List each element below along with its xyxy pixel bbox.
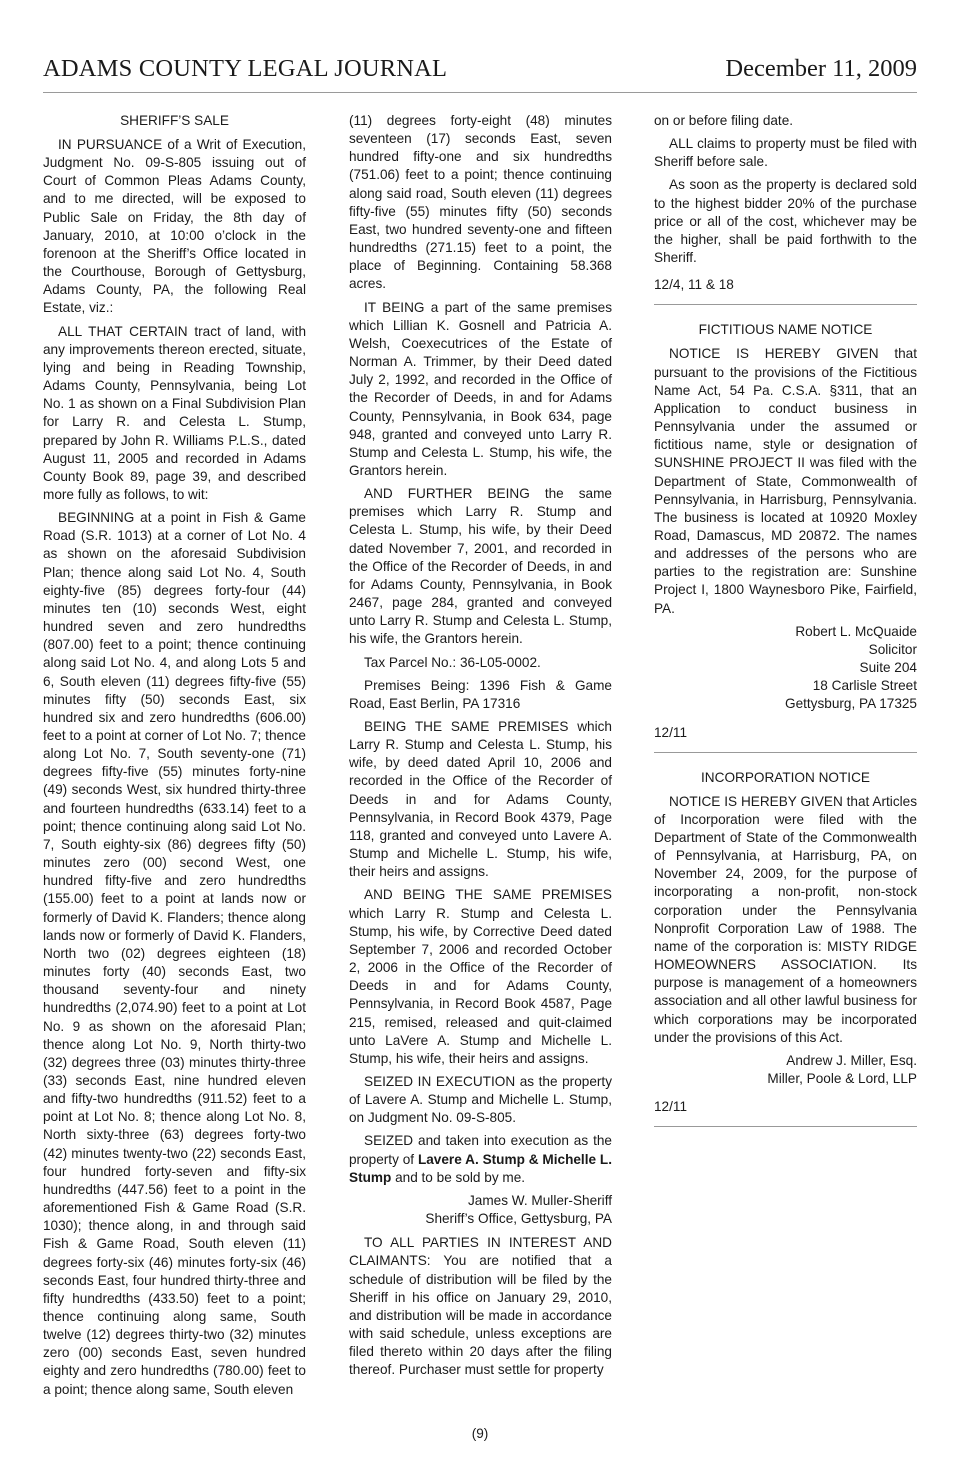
fictitious-name-paragraph: NOTICE IS HEREBY GIVEN that pursuant to the provisions of the Fictitious Name Act, 54 Pa. C.S.A. §311, that an Application to conduct business in Pennsylvania under the assumed or fictitious name, style or designation of SUNSHINE PROJECT II was filed with the Department of State, Commonwealth of Pennsylvania, in Harrisburg, Pennsylvania. The business is located at 10920 Moxley Road, Damascus, MD 20872. The names and addresses of the persons who are parties to the registration are: Sunshine Project I, 1800 Waynesboro Pike, Fairfield, PA. xyxy=(654,346,917,616)
fictitious-name-date: 12/11 xyxy=(654,724,688,740)
seized-prefix: SEIZED and taken into execution as the property of xyxy=(349,1133,612,1167)
seized-suffix: and to be sold by me. xyxy=(391,1169,526,1185)
beginning-paragraph-continued: (11) degrees forty-eight (48) minutes seventeen (17) seconds East, seven hundred fifty-one and six hundredths (751.06) feet to a point; thence continuing along said road, South eleven (11) degrees fifty-five (55) minutes fifty (50) seconds East, two hundred seventy-one and fifteen hundredths (271.15) feet to a point, the place of Beginning. Containing 58.368 acres. xyxy=(349,113,612,292)
attorney-signature xyxy=(654,1052,917,1088)
incorporation-date: 12/11 xyxy=(654,1099,688,1115)
solicitor-city: Gettysburg, PA 17325 xyxy=(785,696,917,712)
column-2 xyxy=(349,112,612,1384)
corrective-deed-paragraph: AND BEING THE SAME PREMISES which Larry R. Stump and Celesta L. Stump, his wife, by Corrective Deed dated September 7, 2006 and recorded October 2, 2006 in the Office of the Recorder of Deeds in and for Adams County, Pennsylvania, in Record Book 4587, Page 215, remised, released and quit-claimed unto LaVere A. Stump and Michelle L. Stump, his wife, their heirs and assigns. xyxy=(349,887,612,1066)
sheriff-sale-dates: 12/4, 11 & 18 xyxy=(654,277,734,293)
sheriff-sale-heading: SHERIFF’S SALE xyxy=(120,113,229,128)
seized-taken-paragraph xyxy=(349,1132,612,1186)
incorporation-paragraph: NOTICE IS HEREBY GIVEN that Articles of Incorporation were filed with the Department of State of the Commonwealth of Pennsylvania, at Harrisburg, PA, on November 24, 2009, for the purpose of incorporating a non-profit, non-stock corporation under the Pennsylvania Nonprofit Corporation Law of 1988. The name of the corporation is: MISTY RIDGE HOMEOWNERS ASSOCIATION. Its purpose is management of a homeowners association and all other lawful business for which corporations may be incorporated under the provisions of this Act. xyxy=(654,793,917,1045)
premises-address: Premises Being: 1396 Fish & Game Road, East Berlin, PA 17316 xyxy=(349,677,612,711)
beginning-paragraph: BEGINNING at a point in Fish & Game Road (S.R. 1013) at a corner of Lot No. 4 as shown on the aforesaid Subdivision Plan; thence along said Lot No. 4, South eighty-five (85) degrees forty-four (44) minutes ten (10) seconds West, eight hundred seven and zero hundredths (807.00) feet to a point; thence continuing along said Lot No. 4, and along Lots 5 and 6, South eleven (11) degrees fifty-five (55) minutes fifty (50) seconds East, six hundred six and zero hundredths (606.00) feet to a point at corner of Lot No. 7; thence along Lot No. 7, South seventy-one (71) degrees fifty-five (55) minutes forty-nine (49) seconds West, six hundred thirty-three and fourteen hundredths (633.14) feet to a point; thence continuing along said Lot No. 7, South eighty-six (86) degrees fifty (50) minutes zero (00) second West, one hundred fifty-five and zero hundredths (155.00) feet to a point at lands now or formerly of David K. Flanders; thence along lands now or formerly of David K. Flanders, North two (02) degrees eighteen (18) minutes forty (40) seconds East, two thousand seventy-four and ninety hundredths (2,074.90) feet to a point at Lot No. 9 as shown on the aforesaid Plan; thence along Lot No. 9, North thirty-two (32) degrees three (03) minutes thirty-three (33) seconds East, nine hundred eleven and fifty-two hundredths (911.52) feet to a point at Lot No. 8; thence along Lot No. 8, North sixty-three (63) degrees forty-two (42) minutes twenty-two (22) seconds East, four hundred forty-seven and fifty-six hundredths (447.56) feet to a point in the aforementioned Fish & Game Road (S.R. 1030); thence along, in and through said Fish & Game Road, South eleven (11) degrees forty-six (46) minutes forty-six (46) seconds East, four hundred thirty-three and fifty hundredths (433.50) feet to a point; thence continuing along same, South twelve (12) degrees thirty-two (32) minutes zero (00) seconds East, seven hundred eighty and zero hundredths (780.00) feet to a point; thence along same, South eleven xyxy=(43,510,306,1397)
tax-parcel: Tax Parcel No.: 36-L05-0002. xyxy=(364,654,541,670)
divider xyxy=(654,752,917,753)
further-being-paragraph: AND FURTHER BEING the same premises which Larry R. Stump and Celesta L. Stump, his wife, by their Deed dated November 7, 2001, and recorded in the Office of the Recorder of Deeds, in and for Adams County, Pennsylvania, in Book 2467, page 284, granted and conveyed unto Larry R. Stump and Celesta L. Stump, his wife, the Grantors herein. xyxy=(349,486,612,647)
incorporation-heading: INCORPORATION NOTICE xyxy=(701,769,870,785)
claims-paragraph: ALL claims to property must be filed with Sheriff before sale. xyxy=(654,136,917,170)
parties-notice-continued: on or before filing date. xyxy=(654,113,794,128)
seized-in-execution-paragraph: SEIZED IN EXECUTION as the property of Lavere A. Stump and Michelle L. Stump, on Judgment No. 09-S-805. xyxy=(349,1073,612,1126)
attorney-name: Andrew J. Miller, Esq. xyxy=(786,1052,917,1068)
solicitor-signature xyxy=(654,623,917,714)
sheriff-office: Sheriff’s Office, Gettysburg, PA xyxy=(425,1211,612,1227)
seized-owners: Lavere A. Stump & Michelle L. Stump xyxy=(349,1151,612,1185)
tract-paragraph: ALL THAT CERTAIN tract of land, with any improvements thereon erected, situate, lying and being in Reading Township, Adams County, Pennsylvania, being Lot No. 1 as shown on a Final Subdivision Plan for Larry R. and Celesta L. Stump, prepared by John R. Williams P.L.S., dated August 11, 2005 and recorded in Adams County Book 89, page 39, and described more fully as follows, to wit: xyxy=(43,323,306,502)
column-1 xyxy=(43,112,306,1404)
fictitious-name-heading: FICTITIOUS NAME NOTICE xyxy=(698,322,873,338)
issue-date: December 11, 2009 xyxy=(725,55,917,82)
parties-notice-paragraph: TO ALL PARTIES IN INTEREST AND CLAIMANTS: You are notified that a schedule of distribution will be filed by the Sheriff in his office on January 29, 2010, and distribution will be made in accordance with said schedule, unless exceptions are filed thereto within 20 days after the filing thereof. Purchaser must settle for property xyxy=(349,1235,612,1378)
solicitor-name: Robert L. McQuaide xyxy=(795,623,917,639)
writ-paragraph: IN PURSUANCE of a Writ of Execution, Judgment No. 09-S-805 issuing out of Court of Common Pleas Adams County, and to me directed, will be exposed to Public Sale on Friday, the 8th day of January, 2010, at 10:00 o’clock in the forenoon at the Sheriff’s Office located in the Courthouse, Borough of Gettysburg, Adams County, PA, the following Real Estate, viz.: xyxy=(43,137,306,316)
divider xyxy=(654,304,917,305)
column-3 xyxy=(654,112,917,1143)
page-number: (9) xyxy=(471,1426,489,1441)
masthead xyxy=(43,54,917,88)
journal-title: ADAMS COUNTY LEGAL JOURNAL xyxy=(43,55,448,82)
attorney-firm: Miller, Poole & Lord, LLP xyxy=(767,1071,917,1087)
header-rule xyxy=(43,92,917,93)
solicitor-suite: Suite 204 xyxy=(859,660,917,676)
solicitor-title: Solicitor xyxy=(868,641,917,657)
same-premises-paragraph: BEING THE SAME PREMISES which Larry R. Stump and Celesta L. Stump, his wife, by deed dated April 10, 2006 and recorded in the Office of the Recorder of Deeds in and for Adams County, Pennsylvania, in Record Book 4379, Page 118, granted and conveyed unto Lavere A. Stump and Michelle L. Stump, his wife, their heirs and assigns. xyxy=(349,719,612,880)
solicitor-street: 18 Carlisle Street xyxy=(812,678,917,694)
it-being-paragraph: IT BEING a part of the same premises which Lillian K. Gosnell and Patricia A. Welsh, Coexecutrices of the Estate of Norman A. Trimmer, by their Deed dated July 2, 1992, and recorded in the Office of the Recorder of Deeds, in and for Adams County, Pennsylvania, in Book 634, page 948, granted and conveyed unto Larry R. Stump and Celesta L. Stump, his wife, the Grantors herein. xyxy=(349,299,612,478)
declared-sold-paragraph: As soon as the property is declared sold to the highest bidder 20% of the purchase price or all of the cost, whichever may be the higher, shall be paid forthwith to the Sheriff. xyxy=(654,177,917,266)
sheriff-signature xyxy=(349,1192,612,1228)
divider xyxy=(654,1126,917,1127)
sheriff-name: James W. Muller-Sheriff xyxy=(467,1192,612,1208)
